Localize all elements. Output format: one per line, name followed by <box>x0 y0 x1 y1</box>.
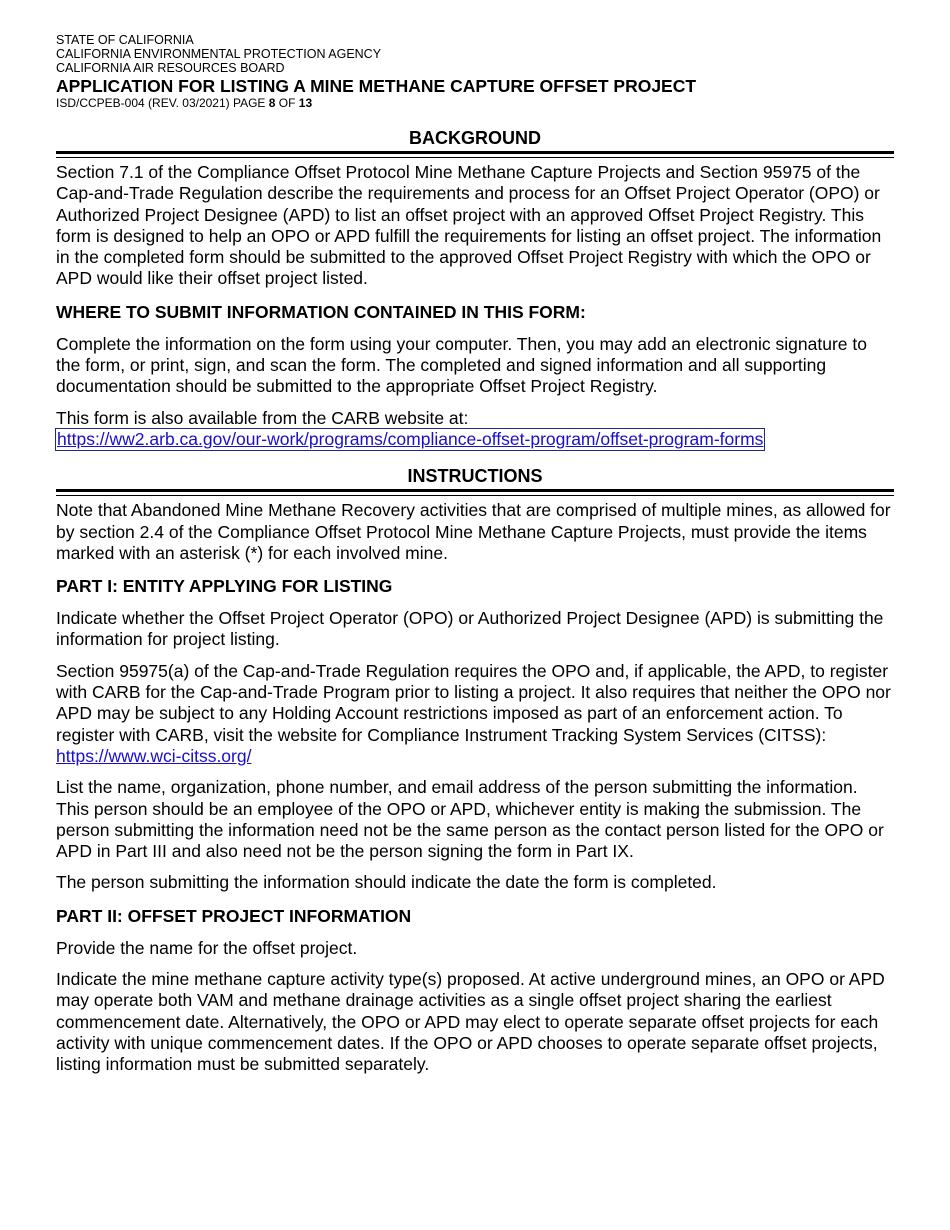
part1-paragraph-4: The person submitting the information should indicate the date the form is completed. <box>56 872 717 893</box>
part2-paragraph-2: Indicate the mine methane capture activity type(s) proposed. At active underground mines, an OPO or APD may operate both VAM and methane drainage activities as a single offset project sharing the earliest commencement date. Alternatively, the OPO or APD may elect to operate separate offset projects for each activity with unique commencement dates. If the OPO or APD chooses to operate separate offset projects, listing information must be submitted separately. <box>56 969 885 1075</box>
form-id-prefix: ISD/CCPEB-004 (REV. 03/2021) PAGE <box>56 96 269 110</box>
carb-forms-link[interactable]: https://ww2.arb.ca.gov/our-work/programs/compliance-offset-program/offset-program-forms <box>57 428 764 449</box>
form-id-line <box>56 96 894 110</box>
website-info <box>56 408 894 451</box>
page-header <box>56 33 894 110</box>
state-line: STATE OF CALIFORNIA <box>56 33 194 47</box>
document-title: APPLICATION FOR LISTING A MINE METHANE CAPTURE OFFSET PROJECT <box>56 76 697 96</box>
background-paragraph: Section 7.1 of the Compliance Offset Protocol Mine Methane Capture Projects and Section 95975 of the Cap-and-Trade Regulation describe the requirements and process for an Offset Project Operator (OPO) or Authorized Project Designee (APD) to list an offset project with an approved Offset Project Registry. This form is designed to help an OPO or APD fulfill the requirements for listing an offset project. The information in the completed form should be submitted to the approved Offset Project Registry with which the OPO or APD would like their offset project listed. <box>56 162 882 289</box>
page-total: 13 <box>298 96 313 110</box>
part2-paragraph-1: Provide the name for the offset project. <box>56 937 358 958</box>
part2-heading: PART II: OFFSET PROJECT INFORMATION <box>56 905 412 926</box>
page-of-text: OF <box>275 96 299 110</box>
agency-line: CALIFORNIA ENVIRONMENTAL PROTECTION AGENCY <box>56 47 382 61</box>
citss-link[interactable]: https://www.wci-citss.org/ <box>56 745 252 766</box>
instructions-paragraph: Note that Abandoned Mine Methane Recovery activities that are comprised of multiple mines, as allowed for by section 2.4 of the Compliance Offset Protocol Mine Methane Capture Projects, must provide the items marked with an asterisk (*) for each involved mine. <box>56 500 891 563</box>
part1-heading: PART I: ENTITY APPLYING FOR LISTING <box>56 576 393 597</box>
part1-paragraph-2-text: Section 95975(a) of the Cap-and-Trade Regulation requires the OPO and, if applicable, the APD, to register with CARB for the Cap-and-Trade Program prior to listing a project. It also requires that neither the OPO nor APD may be subject to any Holding Account restrictions imposed as part of an enforcement action. To register with CARB, visit the website for Compliance Instrument Tracking System Services (CITSS): <box>56 660 891 745</box>
where-to-submit-paragraph: Complete the information on the form using your computer. Then, you may add an electronic signature to the form, or print, sign, and scan the form. The completed and signed information and all supporting documentation should be submitted to the appropriate Offset Project Registry. <box>56 333 867 397</box>
page-number: 8 <box>268 96 276 110</box>
board-line: CALIFORNIA AIR RESOURCES BOARD <box>56 61 285 75</box>
background-heading: BACKGROUND <box>56 127 894 154</box>
part1-paragraph-2 <box>56 661 894 767</box>
part1-paragraph-3: List the name, organization, phone number, and email address of the person submitting the information. This person should be an employee of the OPO or APD, whichever entity is making the submission. The person submitting the information need not be the same person as the contact person listed for the OPO or APD in Part III and also need not be the person signing the form in Part IX. <box>56 777 884 862</box>
instructions-heading: INSTRUCTIONS <box>56 465 894 492</box>
where-to-submit-heading: WHERE TO SUBMIT INFORMATION CONTAINED IN THIS FORM: <box>56 301 586 322</box>
part1-paragraph-1: Indicate whether the Offset Project Operator (OPO) or Authorized Project Designee (APD) is submitting the information for project listing. <box>56 608 884 650</box>
website-intro-text: This form is also available from the CARB website at: <box>56 407 469 428</box>
